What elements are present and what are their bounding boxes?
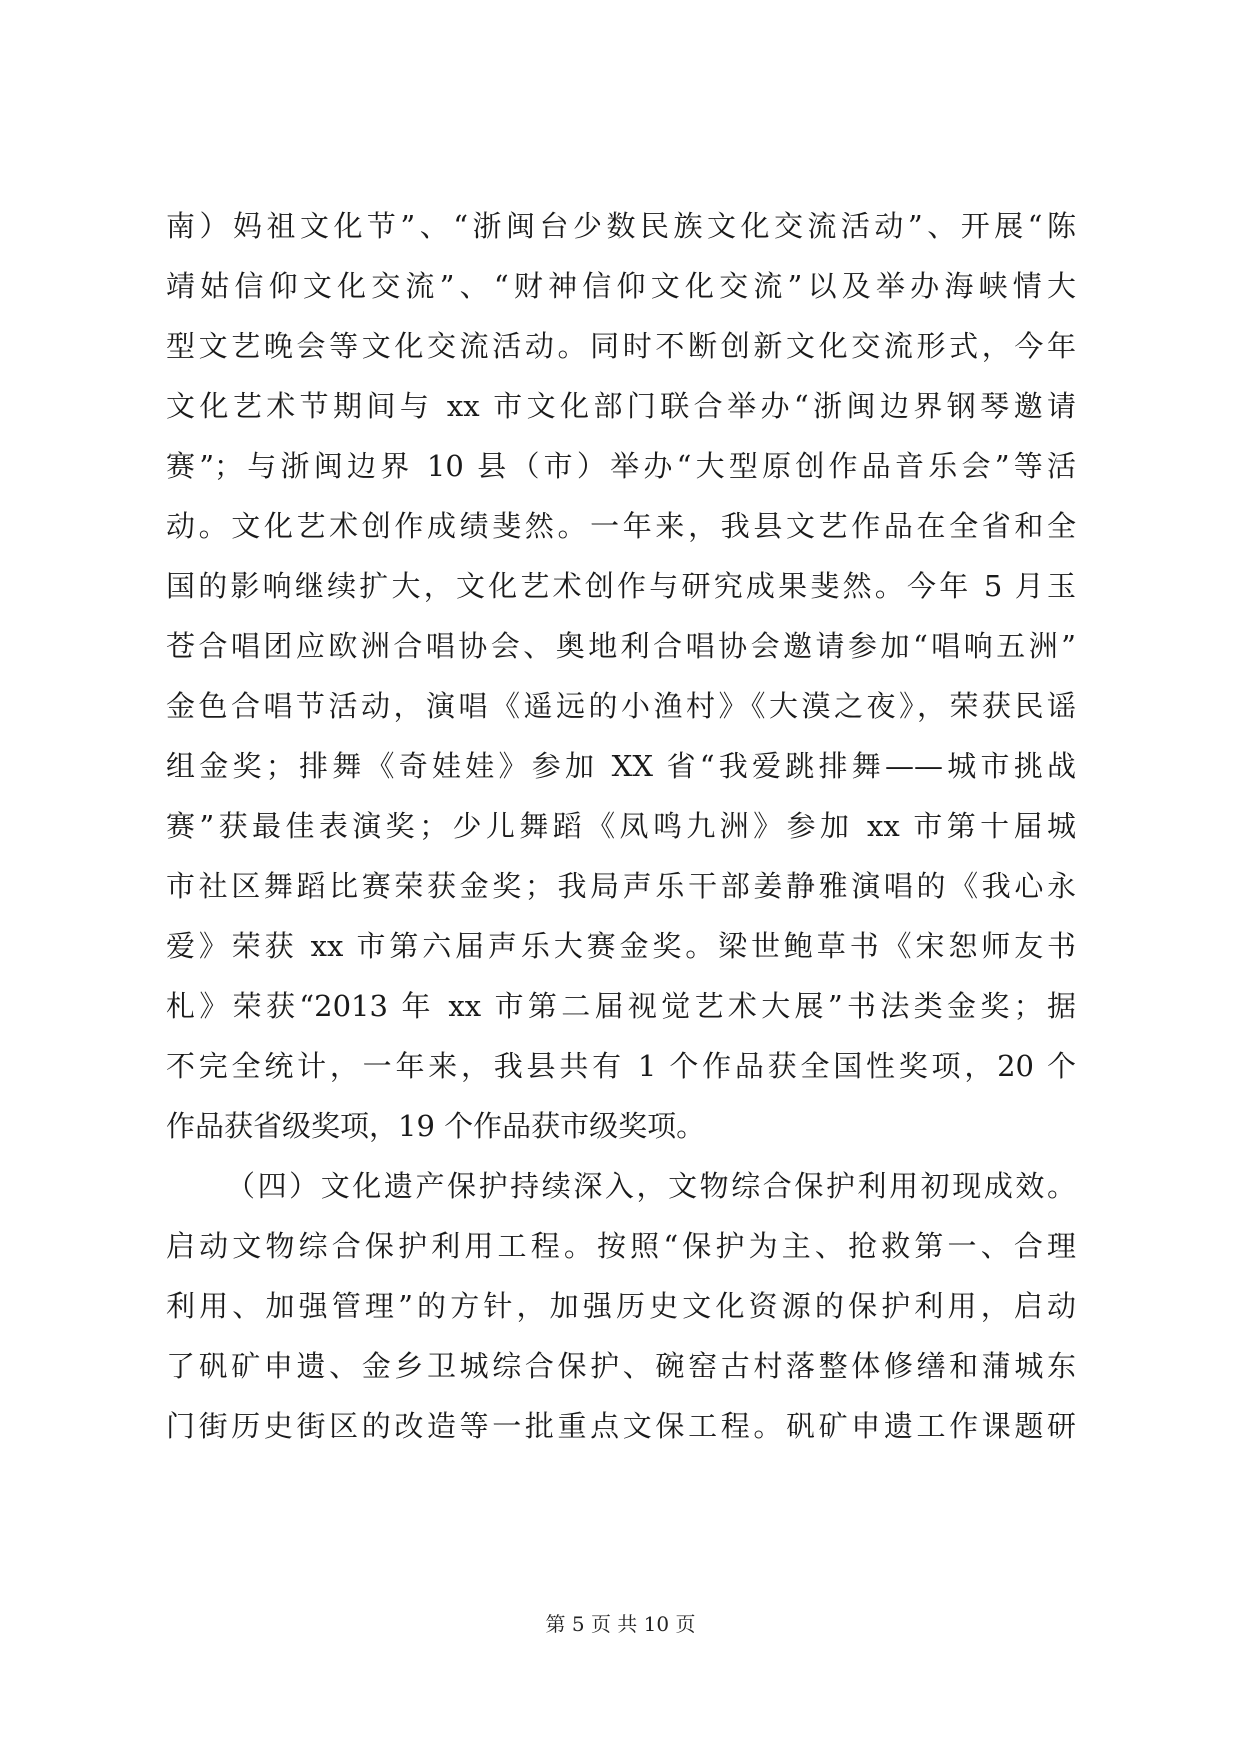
- text-line: 启动文物综合保护利用工程。按照“保护为主、抢救第一、合理: [166, 1229, 1076, 1263]
- text-line: 文化艺术节期间与 xx 市文化部门联合举办“浙闽边界钢琴邀请: [166, 389, 1076, 423]
- text-line: 不完全统计，一年来，我县共有 1 个作品获全国性奖项，20 个: [166, 1049, 1076, 1083]
- text-line: 金色合唱节活动，演唱《遥远的小渔村》《大漠之夜》，荣获民谣: [166, 689, 1076, 723]
- text-line: 型文艺晚会等文化交流活动。同时不断创新文化交流形式，今年: [166, 329, 1076, 363]
- text-line: 赛”获最佳表演奖；少儿舞蹈《凤鸣九洲》参加 xx 市第十届城: [166, 809, 1076, 843]
- text-line: 苍合唱团应欧洲合唱协会、奥地利合唱协会邀请参加“唱响五洲”: [166, 629, 1076, 663]
- text-line: 赛”；与浙闽边界 10 县（市）举办“大型原创作品音乐会”等活: [166, 449, 1076, 483]
- section-heading-line: （四）文化遗产保护持续深入，文物综合保护利用初现成效。: [226, 1169, 1076, 1203]
- text-line: 靖姑信仰文化交流”、“财神信仰文化交流”以及举办海峡情大: [166, 269, 1076, 303]
- text-line: 动。文化艺术创作成绩斐然。一年来，我县文艺作品在全省和全: [166, 509, 1076, 543]
- text-line: 札》荣获“2013 年 xx 市第二届视觉艺术大展”书法类金奖；据: [166, 989, 1076, 1023]
- text-line: 爱》荣获 xx 市第六届声乐大赛金奖。梁世鲍草书《宋恕师友书: [166, 929, 1076, 963]
- text-line: 市社区舞蹈比赛荣获金奖；我局声乐干部姜静雅演唱的《我心永: [166, 869, 1076, 903]
- text-line: 南）妈祖文化节”、“浙闽台少数民族文化交流活动”、开展“陈: [166, 209, 1076, 243]
- text-line: 作品获省级奖项，19 个作品获市级奖项。: [166, 1109, 706, 1143]
- text-line: 利用、加强管理”的方针，加强历史文化资源的保护利用，启动: [166, 1289, 1076, 1323]
- text-line: 了矾矿申遗、金乡卫城综合保护、碗窑古村落整体修缮和蒲城东: [166, 1349, 1076, 1383]
- text-line: 门街历史街区的改造等一批重点文保工程。矾矿申遗工作课题研: [166, 1409, 1076, 1443]
- text-line: 国的影响继续扩大，文化艺术创作与研究成果斐然。今年 5 月玉: [166, 569, 1076, 603]
- text-line: 组金奖；排舞《奇娃娃》参加 XX 省“我爱跳排舞——城市挑战: [166, 749, 1076, 783]
- page-footer: 第 5 页 共 10 页: [545, 1612, 696, 1636]
